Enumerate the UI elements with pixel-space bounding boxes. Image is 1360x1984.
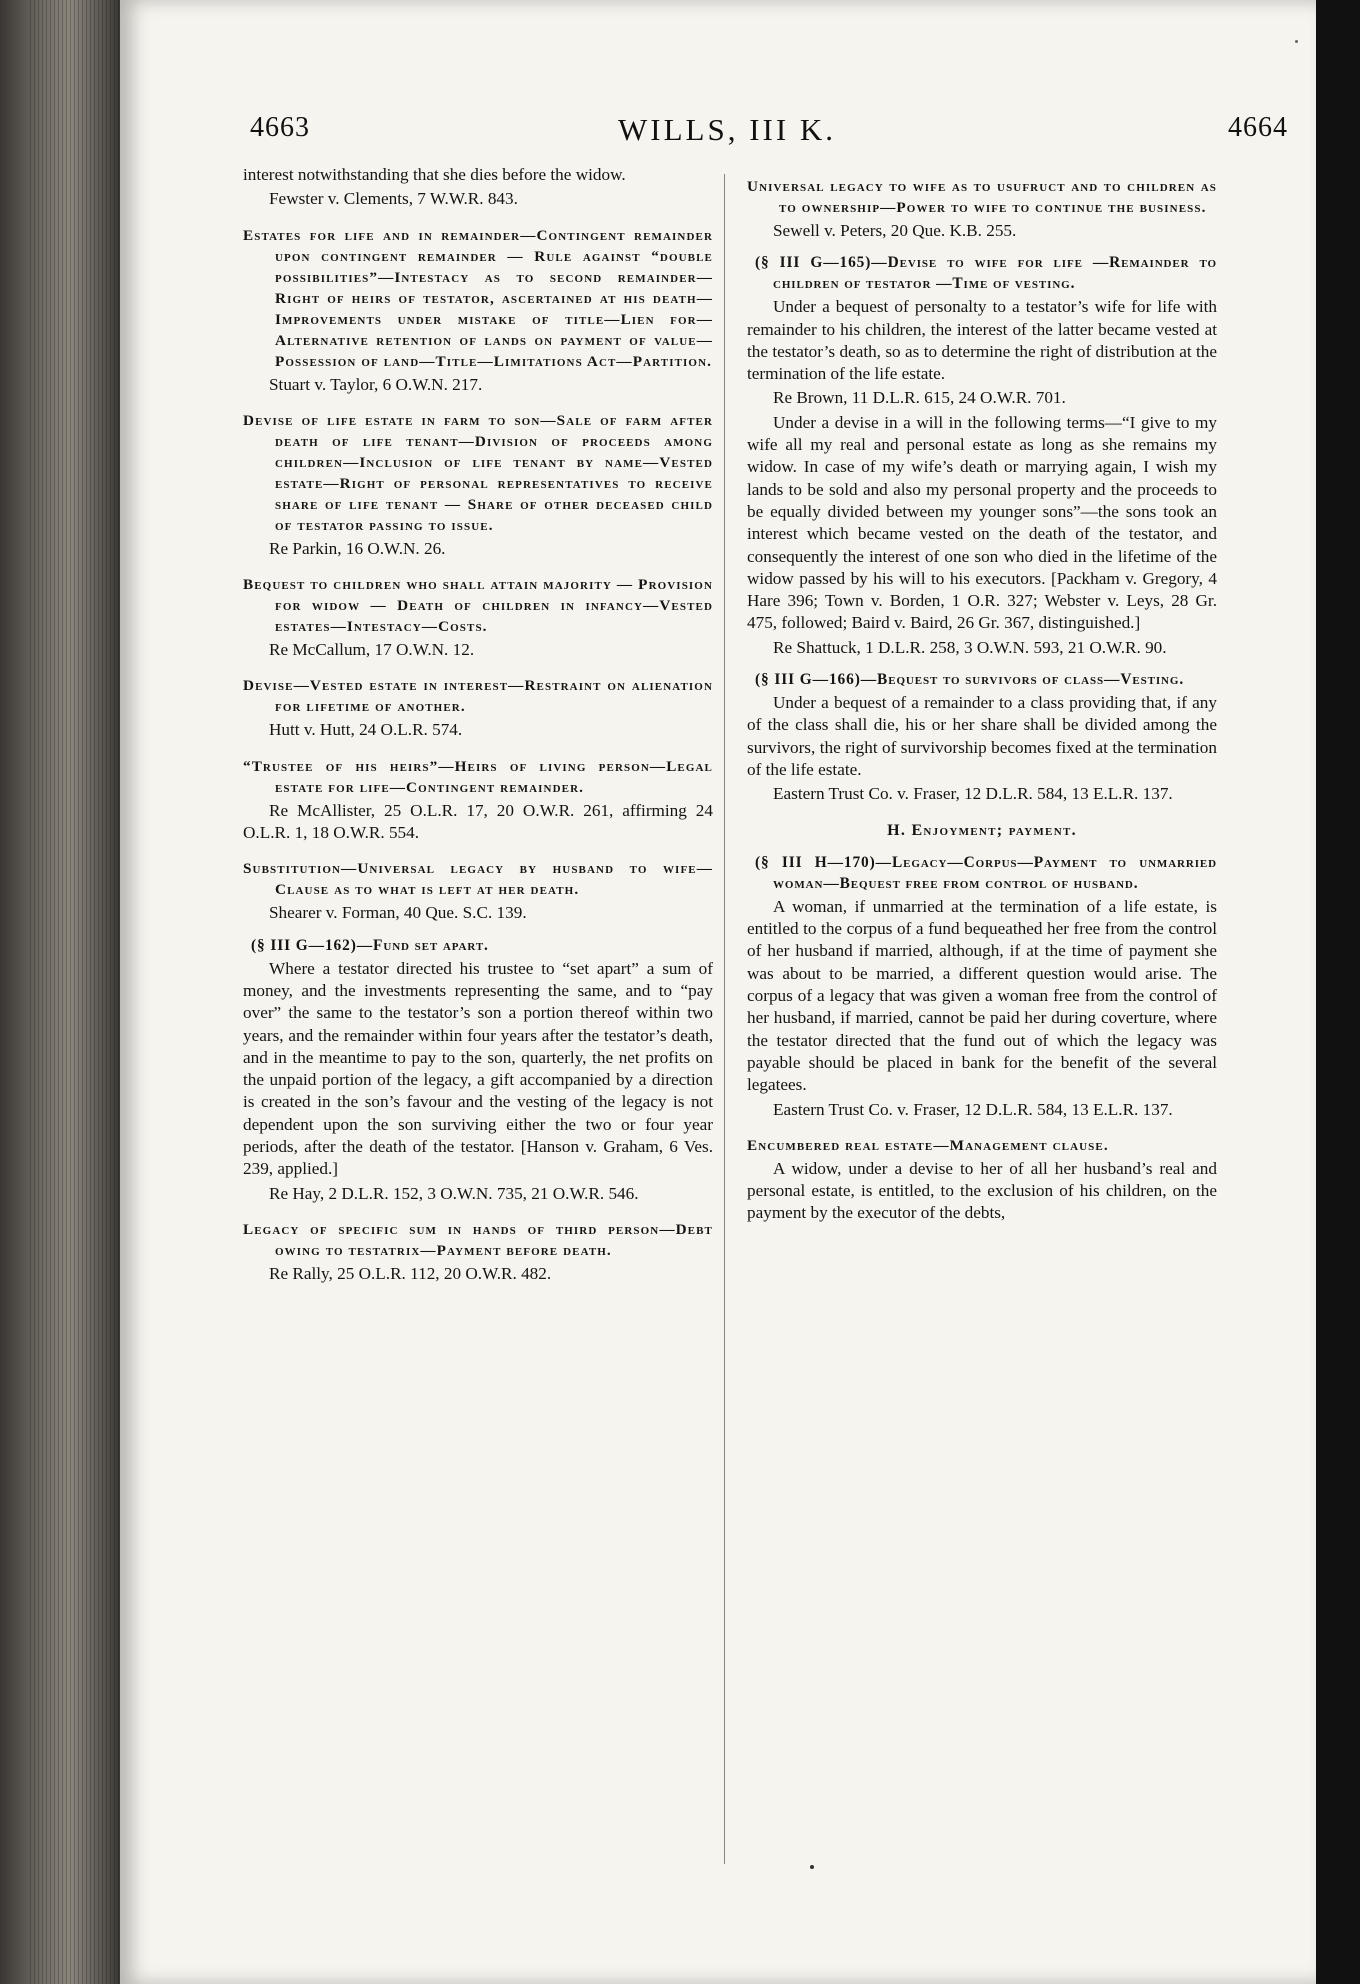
entry-heading: Bequest to children who shall attain majority — Provision for widow — Death of children in infancy—Vested estates—Intestacy—Costs. [243, 576, 713, 636]
body-paragraph: Under a bequest of personalty to a testator’s wife for life with remainder to his children, the interest of the latter became vested at the testator’s death, so as to determine the right of distribution at the termination of the life estate. [747, 297, 1217, 384]
section-heading: (§ III G—162)—Fund set apart. [251, 936, 489, 954]
entry-heading: Universal legacy to wife as to usufruct and to children as to ownership—Power to wife to continue the business. [747, 178, 1217, 216]
case-citation: Stuart v. Taylor, 6 O.W.N. 217. [269, 374, 483, 394]
page-number-right: 4664 [1228, 112, 1288, 143]
case-citation: Eastern Trust Co. v. Fraser, 12 D.L.R. 584, 13 E.L.R. 137. [773, 784, 1173, 804]
subsection-title: H. Enjoyment; payment. [887, 821, 1077, 839]
body-paragraph: A woman, if unmarried at the termination of a life estate, is entitled to the corpus of a fund bequeathed her free from the control of her husband if married, although, if at the time of payment she was about to be married, a different question would arise. The corpus of a legacy that was given a woman free from the control of her husband, if married, cannot be paid her during coverture, where the testator directed that the fund out of which the legacy was payable should be placed in bank for the benefit of the several legatees. [747, 896, 1217, 1095]
case-citation: Re Rally, 25 O.L.R. 112, 20 O.W.R. 482. [269, 1263, 552, 1283]
case-citation: Re Shattuck, 1 D.L.R. 258, 3 O.W.N. 593, 21 O.W.R. 90. [773, 637, 1167, 657]
scan-dot [810, 1865, 814, 1869]
section-heading: (§ III G—166)—Bequest to survivors of class—Vesting. [755, 671, 1185, 689]
section-heading: (§ III H—170)—Legacy—Corpus—Payment to unmarried woman—Bequest free from control of husband. [755, 853, 1217, 892]
entry-heading: Substitution—Universal legacy by husband to wife—Clause as to what is left at her death. [243, 860, 713, 899]
scan-background [1312, 0, 1360, 1984]
right-column [747, 164, 1217, 1225]
page-number-left: 4663 [250, 112, 310, 143]
book-page-edges [0, 0, 128, 1984]
case-citation: Eastern Trust Co. v. Fraser, 12 D.L.R. 584, 13 E.L.R. 137. [773, 1099, 1173, 1119]
entry-heading: Devise of life estate in farm to son—Sale of farm after death of life tenant—Division of proceeds among children—Inclusion of life tenant by name—Vested estate—Right of personal representatives to receive share of life tenant — Share of other deceased child of testator passing to issue. [243, 411, 713, 534]
body-paragraph: Under a devise in a will in the following terms—“I give to my wife all my real and personal estate as long as she remains my widow. In case of my wife’s death or marrying again, I wish my lands to be sold and also my personal property and the proceeds to be equally divided between my younger sons”—the sons took an interest which became vested on the death of the testator, and consequently the interest of one son who died in the lifetime of the widow passed by his will to his executors. [Packham v. Gregory, 4 Hare 396; Town v. Borden, 1 O.R. 327; Webster v. Leys, 28 Gr. 475, followed; Baird v. Baird, 26 Gr. 367, distinguished.] [747, 412, 1217, 633]
case-citation: Shearer v. Forman, 40 Que. S.C. 139. [269, 903, 527, 923]
body-paragraph: A widow, under a devise to her of all her husband’s real and personal estate, is entitled, to the exclusion of his children, on the payment by the executor of the debts, [747, 1158, 1217, 1223]
left-column [243, 164, 713, 1285]
case-citation: Fewster v. Clements, 7 W.W.R. 843. [269, 189, 518, 209]
case-citation: Re McAllister, 25 O.L.R. 17, 20 O.W.R. 261, affirming 24 O.L.R. 1, 18 O.W.R. 554. [243, 800, 713, 843]
page-edge-lines [30, 0, 120, 1984]
entry-heading: Estates for life and in remainder—Contingent remainder upon contingent remainder — Rule against “double possibilities”—Intestacy as to second remainder—Right of heirs of testator, ascertained at his death—Improvements under mistake of title—Lien for—Alternative retention of lands on payment of value—Possession of land—Title—Limitations Act—Partition. [243, 226, 713, 370]
entry-heading: Encumbered real estate—Management clause. [747, 1136, 1109, 1154]
case-citation: Re Parkin, 16 O.W.N. 26. [269, 538, 446, 558]
running-header [120, 112, 1316, 156]
case-citation: Re Brown, 11 D.L.R. 615, 24 O.W.R. 701. [773, 388, 1066, 408]
column-divider [724, 174, 725, 1864]
continued-text: interest notwithstanding that she dies before the widow. [243, 165, 626, 184]
entry-heading: Legacy of specific sum in hands of third person—Debt owing to testatrix—Payment before death. [243, 1220, 713, 1259]
section-heading: (§ III G—165)—Devise to wife for life —Remainder to children of testator —Time of vesting. [755, 254, 1217, 293]
entry-heading: Devise—Vested estate in interest—Restraint on alienation for lifetime of another. [243, 677, 713, 716]
entry-heading: “Trustee of his heirs”—Heirs of living person—Legal estate for life—Contingent remainder. [243, 757, 713, 796]
body-paragraph: Under a bequest of a remainder to a class providing that, if any of the class shall die, his or her share shall be divided among the survivors, the right of survivorship becomes fixed at the termination of the life estate. [747, 693, 1217, 779]
body-paragraph: Where a testator directed his trustee to “set apart” a sum of money, and the investments representing the same, and to “pay over” the same to the testator’s son a portion thereof within two years, and the remainder within four years after the testator’s death, and in the meantime to pay to the son, quarterly, the net profits on the unpaid portion of the legacy, a gift accompanied by a direction is created in the son’s favour and the vesting of the legacy is not dependent upon the son surviving either the two or four year periods, after the death of the testator. [Hanson v. Graham, 6 Ves. 239, applied.] [243, 958, 713, 1179]
case-citation: Re Hay, 2 D.L.R. 152, 3 O.W.N. 735, 21 O.W.R. 546. [269, 1183, 639, 1203]
case-citation: Hutt v. Hutt, 24 O.L.R. 574. [269, 720, 463, 740]
running-title: WILLS, III K. [618, 112, 837, 147]
case-citation: Re McCallum, 17 O.W.N. 12. [269, 640, 475, 660]
case-citation: Sewell v. Peters, 20 Que. K.B. 255. [773, 221, 1017, 240]
book-page [120, 0, 1316, 1984]
scan-speck [1295, 40, 1298, 43]
